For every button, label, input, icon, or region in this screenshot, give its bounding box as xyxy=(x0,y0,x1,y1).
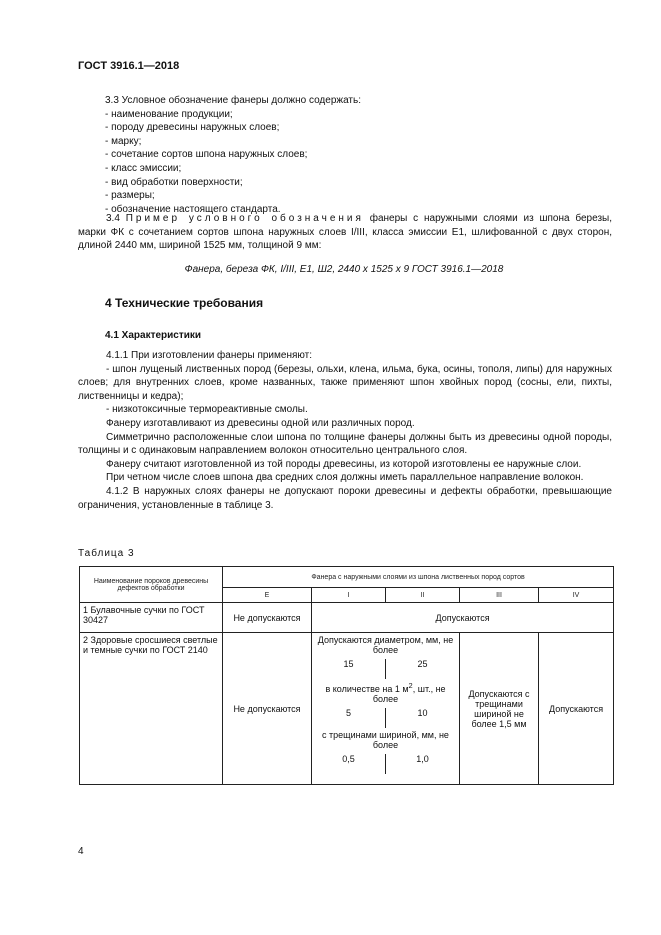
crack-grade-i: 0,5 xyxy=(312,754,385,774)
section-4-1-title: 4.1 Характеристики xyxy=(105,330,202,341)
section-4-title: 4 Технические требования xyxy=(105,296,264,310)
diameter-grade-ii: 25 xyxy=(417,659,428,669)
bullet-resins: - низкотоксичные термореактивные смолы. xyxy=(106,404,308,416)
grade-iii: III xyxy=(460,588,539,603)
para-even-layers: При четном числе слоев шпона два средних слоя должны иметь параллельное направление волокон. xyxy=(106,472,584,484)
page-number: 4 xyxy=(78,846,84,857)
quantity-grade-i: 5 xyxy=(312,708,385,728)
defects-table xyxy=(79,566,614,785)
header-defect-name: Наименование пороков древесины дефектов обработки xyxy=(80,567,223,603)
row2-grade-iv: Допускаются xyxy=(539,633,614,785)
row2-limits xyxy=(312,635,459,774)
crack-grade-ii: 1,0 xyxy=(416,754,429,764)
section-3-4-number: 3.4 xyxy=(106,213,120,224)
quantity-label xyxy=(312,679,459,708)
section-3-4-text: фанеры с наружными слоями из шпона березы, марки ФК с сочетанием сортов шпона наружных слоев I/III, класса эмиссии Е1, шлифованной с двух сторон, длиной 2440 мм, шириной 1525 мм, толщиной 9 мм: xyxy=(78,213,612,252)
diameter-grade-i: 15 xyxy=(312,659,385,679)
table-caption: Таблица 3 xyxy=(78,548,135,559)
para-species: Фанеру изготавливают из древесины одной или различных пород. xyxy=(106,417,415,429)
quantity-label-a: в количестве на 1 м xyxy=(325,684,409,694)
row1-grades-i-iv: Допускаются xyxy=(312,603,614,633)
para-outer-layers: Фанеру считают изготовленной из той породы древесины, из которой изготовлены ее наружные слои. xyxy=(106,458,582,470)
list-item: - вид обработки поверхности; xyxy=(105,176,243,188)
row2-name: 2 Здоровые сросшиеся светлые и темные сучки по ГОСТ 2140 xyxy=(80,633,223,785)
designation-example: Фанера, береза ФК, I/III, Е1, Ш2, 2440 х 1525 х 9 ГОСТ 3916.1—2018 xyxy=(184,264,504,275)
grade-ii: II xyxy=(386,588,460,603)
crack-label: с трещинами шириной, мм, не более xyxy=(322,730,449,750)
para-4-1-2: 4.1.2 В наружных слоях фанеры не допускают пороки древесины и дефекты обработки, превышающие ограничения, установленные в таблице 3. xyxy=(78,485,612,511)
grade-iv: IV xyxy=(539,588,614,603)
grade-i: I xyxy=(312,588,386,603)
row2-grades-i-ii xyxy=(312,633,460,785)
list-item: - класс эмиссии; xyxy=(105,162,182,174)
example-label: Пример условного обозначения xyxy=(125,213,364,224)
para-4-1-1: 4.1.1 При изготовлении фанеры применяют: xyxy=(106,350,313,361)
row2-grade-e: Не допускаются xyxy=(223,633,312,785)
row2-grade-iii: Допускаются с трещинами шириной не более 1,5 мм xyxy=(460,633,539,785)
grade-e: E xyxy=(223,588,312,603)
quantity-label-sup: 2 xyxy=(408,681,413,690)
list-item: - сочетание сортов шпона наружных слоев; xyxy=(105,149,308,161)
list-item: - обозначение настоящего стандарта. xyxy=(105,203,281,215)
para-symmetry: Симметрично расположенные слои шпона по толщине фанеры должны быть из древесины одной породы, толщины и с одинаковым направлением волокон относительно центрального слоя. xyxy=(78,431,612,457)
document-header: ГОСТ 3916.1—2018 xyxy=(78,60,180,72)
section-3-4 xyxy=(78,212,612,253)
section-4-body xyxy=(78,349,612,512)
quantity-label-b: , шт., не более xyxy=(372,684,446,704)
quantity-grade-ii: 10 xyxy=(417,708,428,718)
bullet-veneer: - шпон лущеный лиственных пород (березы, ольхи, клена, ильма, бука, осины, тополя, липы) для наружных слоев; для внутренних слоев, кроме названных, также применяют шпон хвойных пород (сосны, ели, пихты, лиственницы и кедра); xyxy=(78,363,612,402)
list-item: - наименование продукции; xyxy=(105,108,233,120)
section-3-3-intro: 3.3 Условное обозначение фанеры должно содержать: xyxy=(105,95,361,106)
list-item: - размеры; xyxy=(105,190,155,202)
diameter-label: Допускаются диаметром, мм, не более xyxy=(317,635,454,655)
list-item: - породу древесины наружных слоев; xyxy=(105,122,280,134)
section-3-3 xyxy=(105,94,625,216)
row1-name: 1 Булавочные сучки по ГОСТ 30427 xyxy=(80,603,223,633)
header-grades-group: Фанера с наружными слоями из шпона лиственных пород сортов xyxy=(223,567,614,588)
list-item: - марку; xyxy=(105,135,142,147)
row1-grade-e: Не допускаются xyxy=(223,603,312,633)
